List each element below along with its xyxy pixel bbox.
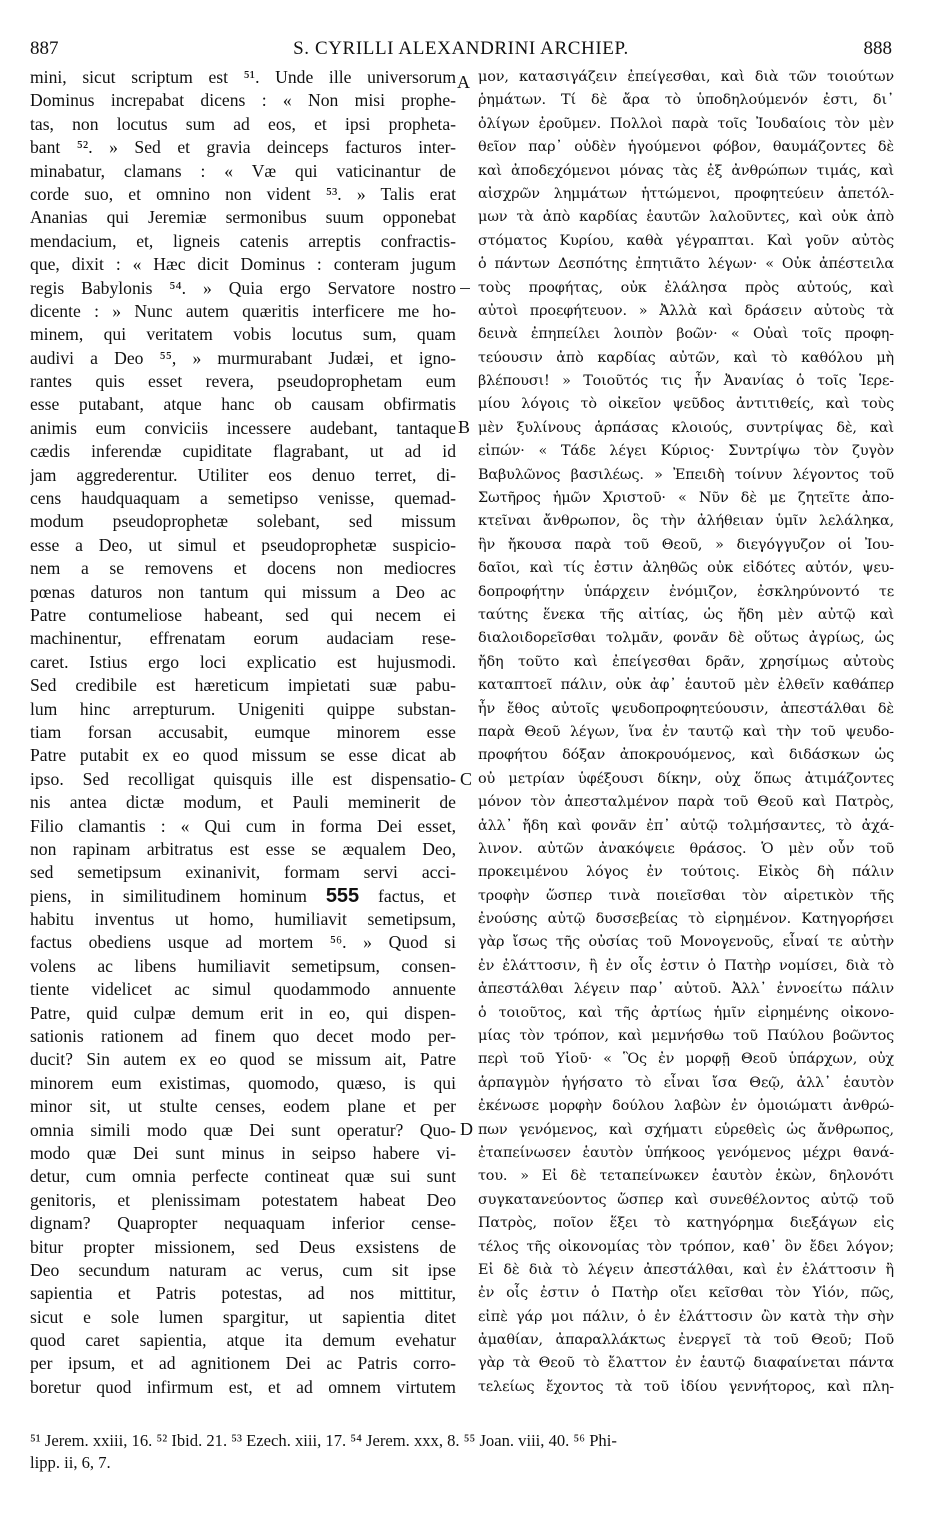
greek-text-line: ἐκένωσε μορφὴν δούλου λαβὼν ἐν ὁμοιώματι ἀνθρώ- — [478, 1098, 894, 1115]
greek-text-line: ῥημάτων. Τί δὲ ἄρα τὸ ὑποδηλούμενόν ἐστι, δι᾽ — [478, 92, 894, 109]
latin-text-line: tiente videlicet ac simul quodammodo annuente — [30, 979, 456, 1000]
section-marker-a: A — [457, 72, 470, 92]
greek-text-line: τροφὴν ὥσπερ τινὰ ποιεῖσθαι τὸν αἱρετικὸν τῆς — [478, 887, 894, 904]
latin-text-line: dicente : » Nunc autem quæritis interficere me ho- — [30, 300, 456, 321]
latin-text-line: per ipsum, et ad agnitionem Dei ac Patris corro- — [30, 1353, 456, 1374]
greek-text-line: Βαβυλῶνος βασιλέως. » Ἐπειδὴ τοίνυν λέγοντος τοῦ — [478, 466, 894, 483]
greek-text-line: δεινὰ ἐπηπείλει λοιπὸν βοῶν· « Οὐαὶ τοῖς προφη- — [478, 326, 894, 343]
latin-text-line: esse putabant, atque hanc ob causam obfirmatis — [30, 394, 456, 415]
latin-text-line: piens, in similitudinem hominum 555 factus, et — [30, 884, 456, 907]
greek-text-line: του. » Εἰ δὲ τεταπείνωκεν ἑαυτὸν ἑκὼν, δηλονότι — [478, 1168, 894, 1185]
section-marker-d: D — [460, 1119, 473, 1139]
greek-text-line: τέλος τῆς οἰκονομίας τὸν τρόπον, καθ᾽ ὃν ἔδει λόγον; — [478, 1238, 894, 1255]
greek-text-line: διαλοιδορεῖσθαι τολμᾶν, φονᾶν δὲ οὕτως ἀγρίως, ὡς — [478, 630, 894, 647]
greek-text-line: καὶ ἀποδεχόμενοι μόνας τὰς ἐξ ἀνθρώπων τιμάς, καὶ — [478, 162, 894, 179]
greek-text-line: Σωτῆρος ἡμῶν Χριστοῦ· « Νῦν δὲ με ζητεῖτε ἀπο- — [478, 490, 894, 507]
latin-text-line: mini, sicut scriptum est ⁵¹. Unde ille universorum — [30, 67, 456, 87]
greek-text-line: ἀλλ᾽ ἤδη καὶ φονᾶν ἐπ᾽ αὐτῷ τολμήσαντες, τὸ ἀχά- — [478, 817, 894, 834]
greek-text-line: παρὰ Θεοῦ λέγων, ἵνα ἐν ταυτῷ καὶ τὴν τοῦ ψευδο- — [478, 723, 894, 740]
greek-text-line: τεύουσιν ἀπὸ καρδίας αὐτῶν, καὶ τὸ καθόλου μὴ — [478, 349, 894, 366]
greek-text-line: τοὺς προφήτας, οὐκ ἐλάλησα πρὸς αὐτούς, καὶ — [478, 279, 894, 296]
greek-text-line: καταπτοεῖ πάλιν, οὐκ ἀφ᾽ ἑαυτοῦ μὲν ἐλθεῖν καθάπερ — [478, 677, 894, 694]
running-title: S. CYRILLI ALEXANDRINI ARCHIEP. — [293, 38, 629, 59]
greek-text-line: μόνον τὸν ἀπεσταλμένον παρὰ τοῦ Θεοῦ καὶ Πατρὸς, — [478, 794, 894, 811]
greek-text-line: αὐτοὶ προεφήτευον. » Ἀλλὰ καὶ δράσειν αὐτοὺς τὰ — [478, 302, 894, 319]
latin-text-line: Patre putabit ex eo quod missum se esse dicat ab — [30, 745, 456, 766]
greek-text-line: αἰσχρῶν λημμάτων ἡττώμενοι, προφητεύειν ἀπετόλ- — [478, 185, 894, 202]
margin-tick — [460, 288, 470, 289]
greek-text-line: δαῖοι, καὶ τίς ἐστιν ἀληθῶς οὐκ εἰδότες αὐτόν, ψευ- — [478, 560, 894, 577]
latin-text-line: habitu inventus ut homo, humiliavit semetipsum, — [30, 909, 456, 930]
latin-text-line: pœnas daturos non tantum qui missum a Deo ac — [30, 581, 456, 602]
latin-text-line: sed semetipsum exinanivit, formam servi acci- — [30, 862, 456, 883]
latin-text-line: genitoris, et plenissimam potestatem habeat Deo — [30, 1189, 456, 1210]
greek-text-line: κτεῖναι ἄνθρωπον, ὃς τὴν ἀλήθειαν ὑμῖν λελάληκα, — [478, 513, 894, 530]
latin-text-line: minor sit, ut stulte censes, eodem plane et per — [30, 1096, 456, 1117]
greek-text-line: εἰπὲ γάρ μοι πάλιν, ὁ ἐν ἐλάττοσιν ὢν κατὰ τὴν σὴν — [478, 1308, 894, 1325]
latin-text-line: omnia simili modo quæ Dei sunt operatur? Quo- — [30, 1119, 456, 1140]
latin-text-line: boretur quod infirmum est, et ad omnem virtutem — [30, 1376, 456, 1397]
greek-text-line: ἣν ἤκουσα παρὰ τοῦ Θεοῦ, » διεγόγγυζον οἱ Ἰου- — [478, 536, 894, 553]
latin-text-line: ducit? Sin autem ex eo quod se missum ait, Patre — [30, 1049, 456, 1070]
greek-text-line: μὲν ξυλίνους ἁρπάσας κλοιούς, συντρίψας δὲ, καὶ — [478, 419, 894, 436]
greek-text-line: πων γενόμενος, καὶ σχήματι εὑρεθεὶς ὡς ἄνθρωπος, — [478, 1121, 894, 1138]
greek-text-line: μίου λόγοις τὸ οἰκεῖον ψεῦδος ἀντιτιθείς, καὶ τοὺς — [478, 396, 894, 413]
latin-text-line: Patre, quid culpæ demum erit in eo, qui dispen- — [30, 1002, 456, 1023]
greek-text-line: στόματος Κυρίου, καθὰ γέγραπται. Καὶ γοῦν αὐτὸς — [478, 232, 894, 249]
latin-text-line: Sed credibile est hæreticum impietati suæ pabu- — [30, 675, 456, 696]
greek-text-line: ἦν ἔθος αὐτοῖς ψευδοπροφητεύουσιν, ἀπεστάλθαι δὲ — [478, 700, 894, 717]
greek-text-line: μίας τὸν τρόπον, καὶ μεμνήσθω τοῦ Παύλου βοῶντος — [478, 1028, 894, 1045]
latin-text-line: tiam forsan accusabit, eumque minorem esse — [30, 721, 456, 742]
greek-column — [478, 66, 894, 1399]
latin-text-line: jam aggrederentur. Utiliter eos denuo terret, di- — [30, 464, 456, 485]
greek-text-line: ἐνούσης αὐτῷ δυσσεβείας τὸ εἰρημένον. Κατηγορήσει — [478, 911, 894, 928]
greek-text-line: περὶ τοῦ Υἱοῦ· « Ὃς ἐν μορφῇ Θεοῦ ὑπάρχων, οὐχ — [478, 1051, 894, 1068]
page-number-right: 888 — [863, 38, 892, 59]
greek-text-line: ὀλίγων ἐροῦμεν. Πολλοὶ παρὰ τοῖς Ἰουδαίοις τὸν μὲν — [478, 115, 894, 132]
section-marker-c: C — [460, 769, 473, 789]
latin-text-line: sationis rationem ad finem quo decet modo per- — [30, 1026, 456, 1047]
latin-column — [30, 66, 456, 1399]
greek-text-line: ἀμαθίαν, ἀπαραλλάκτως ἐνεργεῖ τὰ τοῦ Θεοῦ; Ποῦ — [478, 1332, 894, 1349]
latin-text-line: que, dixit : « Hæc dicit Dominus : conteram jugum — [30, 254, 456, 275]
greek-text-line: Εἰ δὲ διὰ τὸ λέγειν ἀπεστάλθαι, καὶ ἐν ἐλάττοσιν ἢ — [478, 1261, 894, 1278]
greek-text-line: συγκατανεύοντος ὥσπερ καὶ συνεθέλοντος αὐτῷ τοῦ — [478, 1191, 894, 1208]
latin-text-line: minorem eum existimas, quomodo, quæso, is qui — [30, 1072, 456, 1093]
latin-text-line: dignam? Quapropter nequaquam inferior cense- — [30, 1213, 456, 1234]
greek-text-line: τελείως ἔχοντος τὰ τοῦ ἰδίου γεννήτορος, καὶ πλη- — [478, 1378, 894, 1395]
latin-text-line: modo quæ Dei sunt minus in seipso habere vi- — [30, 1142, 456, 1163]
column-number: 555 — [325, 884, 360, 907]
footnote-line: lipp. ii, 6, 7. — [30, 1453, 111, 1472]
greek-text-line: Πατρὸς, ποῖον ἕξει τὸ κατηγόρημα διεξάγων εἰς — [478, 1215, 894, 1232]
greek-text-line: ἐταπείνωσεν ἑαυτὸν ὑπήκοος γενόμενος μέχρι θανά- — [478, 1144, 894, 1161]
greek-text-line: δοπροφήτην ὑπάρχειν ἐνόμιζον, ἐσκληρύνοντό τε — [478, 583, 894, 600]
latin-text-line: nem a se removens et docens non mediocres — [30, 558, 456, 579]
latin-text-line: Patre contumeliose habeant, sed qui necem ei — [30, 604, 456, 625]
latin-text-line: modum pseudoprophetæ solebant, sed missum — [30, 511, 456, 532]
page-number-left: 887 — [30, 38, 59, 59]
latin-text-line: cædis inferendæ cupiditate flagrabant, ut ad id — [30, 441, 456, 462]
greek-text-line: ὁ τοιοῦτος, καὶ τῆς ἀρτίως ἡμῖν εἰρημένης οἰκονο- — [478, 1004, 894, 1021]
greek-text-line: γὰρ τὰ Θεοῦ τὸ ἔλαττον ἐν ἑαυτῷ διαφαίνεται πάντα — [478, 1355, 894, 1372]
greek-text-line: γὰρ ἴσως τῆς οὐσίας τοῦ Μονογενοῦς, εἶναί τε αὐτὴν — [478, 934, 894, 951]
latin-text-line: quod caret sapientia, atque ita demum evehatur — [30, 1330, 456, 1351]
greek-text-line: οὐ μετρίαν ὑφέξουσι δίκην, οὐχ ὅπως ἀτιμάζοντες — [478, 770, 894, 787]
latin-text-line: non rapinam arbitratus est esse se æqualem Deo, — [30, 838, 456, 859]
latin-text-line: sapientia et Patris potestas, ad nos mittitur, — [30, 1283, 456, 1304]
latin-text-line: lum hinc arrepturum. Unigeniti quippe substan- — [30, 698, 456, 719]
greek-text-line: ἁρπαγμὸν ἡγήσατο τὸ εἶναι ἴσα Θεῷ, ἀλλ᾽ ἑαυτὸν — [478, 1074, 894, 1091]
latin-text-line: tas, non locutus sum ad eos, et ipsi propheta- — [30, 113, 456, 134]
page-header — [30, 38, 892, 62]
latin-text-line: detur, cum omnia perfecte contineat quæ sui sunt — [30, 1166, 456, 1187]
latin-text-line: ipso. Sed recolligat quisquis ille est dispensatio- — [30, 768, 456, 789]
latin-text-line: caret. Istius ergo loci explicatio est hujusmodi. — [30, 651, 456, 672]
latin-text-line: cens haudquaquam a semetipso venisse, quemad- — [30, 488, 456, 509]
latin-text-line: nis antea dictæ modum, et Pauli meminerit de — [30, 792, 456, 813]
greek-text-line: μων τὰ ἀπὸ καρδίας ἑαυτῶν λαλοῦντες, καὶ οὐκ ἀπὸ — [478, 209, 894, 226]
latin-text-line: machinentur, effrenatam eorum audaciam rese- — [30, 628, 456, 649]
latin-text-line: minabatur, clamans : « Væ qui vaticinantur de — [30, 160, 456, 181]
footnotes — [30, 1430, 894, 1474]
greek-text-line: ἤδη τοῦτο καὶ ἐπείγεσθαι δρᾶν, χρησίμως αὐτοὺς — [478, 653, 894, 670]
latin-text-line: sicut e sole lumen spargitur, ut sapientia ditet — [30, 1306, 456, 1327]
latin-text-line: rantes quis esset revera, pseudoprophetam eum — [30, 371, 456, 392]
latin-text-line: volens ac libens humiliavit semetipsum, consen- — [30, 955, 456, 976]
latin-text-line: Filio clamantis : « Qui cum in forma Dei esset, — [30, 815, 456, 836]
footnote-line: ⁵¹ Jerem. xxiii, 16. ⁵² Ibid. 21. ⁵³ Ezech. xiii, 17. ⁵⁴ Jerem. xxx, 8. ⁵⁵ Joan. viii, 40. ⁵⁶ Phi- — [30, 1431, 617, 1450]
greek-text-line: ταύτης ἕνεκα τῆς αἰτίας, ὡς ἤδη μὲν αὐτῷ καὶ — [478, 606, 894, 623]
latin-text-line: Ananias qui Jeremiæ sermonibus suum opponebat — [30, 207, 456, 228]
latin-text-line: minem, qui veritatem vobis locutus sum, quam — [30, 324, 456, 345]
section-marker-b: B — [458, 417, 471, 437]
greek-text-line: ἐν οἷς ἐστιν ὁ Πατὴρ οἴει κεῖσθαι τὸν Υἱόν, πῶς, — [478, 1285, 894, 1302]
greek-text-line: ὁ πάντων Δεσπότης ἐπητιᾶτο λέγων· « Οὐκ ἀπέστειλα — [478, 256, 894, 273]
latin-text-line: regis Babylonis ⁵⁴. » Quia ergo Servatore nostro — [30, 277, 456, 298]
greek-text-line: προκειμένου λόγος ἐν τούτοις. Εἰκὸς δὴ πάλιν — [478, 864, 894, 881]
greek-text-line: προφήτου δόξαν ἀποκρουόμενος, καὶ διδάσκων ὡς — [478, 747, 894, 764]
greek-text-line: εἰπών· « Τάδε λέγει Κύριος· Συντρίψω τὸν ζυγὸν — [478, 443, 894, 460]
latin-text-line: mendacium, et, ligneis catenis arreptis confractis- — [30, 230, 456, 251]
latin-text-line: bant ⁵². » Sed et gravia deinceps facturos inter- — [30, 137, 456, 158]
latin-text-line: audivi a Deo ⁵⁵, » murmurabant Judæi, et igno- — [30, 347, 456, 368]
latin-text-line: factus obediens usque ad mortem ⁵⁶. » Quod si — [30, 932, 456, 953]
greek-text-line: θεῖον παρ᾽ οὐδὲν ἡγούμενοι φόβον, θαυμάζοντες δὲ — [478, 139, 894, 156]
greek-text-line: ἀπεστάλθαι λέγειν παρ᾽ αὐτοῦ. Ἀλλ᾽ ἐννοείτω πάλιν — [478, 981, 894, 998]
greek-text-line: μον, κατασιγάζειν ἐπείγεσθαι, καὶ διὰ τῶν τοιούτων — [478, 69, 894, 85]
greek-text-line: λινον. αὐτῶν ἀνακόψειε θράσος. Ὁ μὲν οὖν τοῦ — [478, 840, 894, 857]
greek-text-line: βλέπουσι! » Τοιοῦτός τις ἦν Ἀνανίας ὁ τοῖς Ἱερε- — [478, 373, 894, 390]
latin-text-line: esse a Deo, ut simul et pseudoprophetæ suspicio- — [30, 534, 456, 555]
latin-text-line: corde suo, et omnino non vident ⁵³. » Talis erat — [30, 183, 456, 204]
greek-text-line: ἐν ἐλάττοσιν, ἢ ἐν οἷς ἐστιν ὁ Πατὴρ νομίσει, διὰ τὸ — [478, 957, 894, 974]
latin-text-line: animis eum conviciis incessere audebant, tantaque — [30, 417, 456, 438]
latin-text-line: Deo secundum naturam ac verus, cum sit ipse — [30, 1259, 456, 1280]
latin-text-line: bitur propter missionem, sed Deus exsistens de — [30, 1236, 456, 1257]
latin-text-line: Dominus increpabat dicens : « Non misi prophe- — [30, 90, 456, 111]
